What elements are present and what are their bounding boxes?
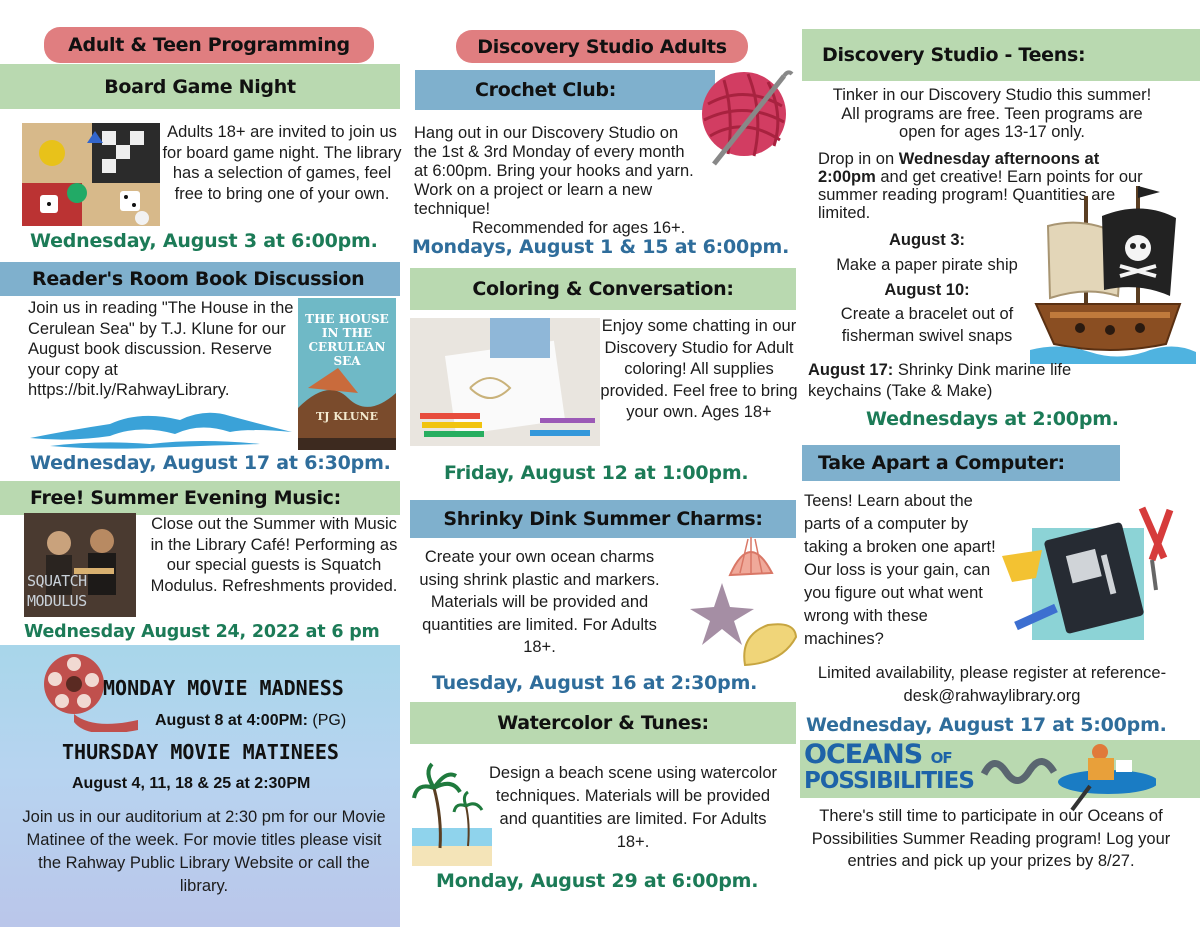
book-cover-title: THE HOUSE IN THE CERULEAN SEA [305,312,389,368]
waves-icon [30,402,292,450]
teens-dropin: Drop in on Wednesday afternoons at 2:00pm and get creative! Earn points for our summer reading program! Quantities are limited. [818,150,1143,222]
aug10-text: Create a bracelet out of fisherman swivel snaps [840,305,1014,345]
aug3-text: Make a paper pirate ship [836,256,1018,274]
band-photo-caption: SQUATCH MODULUS [27,572,87,610]
teens-date: Wednesdays at 2:00pm. [866,408,1119,430]
board-game-title: Board Game Night [0,64,400,109]
computer-date: Wednesday, August 17 at 5:00pm. [806,714,1167,736]
movie-madness-time: August 8 at 4:00PM: (PG) [155,712,347,729]
seashells-image [690,525,805,680]
board-game-text: Adults 18+ are invited to join us for board game night. The library has a selection of games, feel free to bring one of your own. [162,123,402,203]
board-games-image [22,123,160,226]
board-game-date: Wednesday, August 3 at 6:00pm. [30,230,378,252]
teens-intro: Tinker in our Discovery Studio this summer! All programs are free. Teen programs are open for ages 13-17 only. [832,86,1152,141]
kayak-reader-image [980,742,1156,812]
crochet-date: Mondays, August 1 & 15 at 6:00pm. [412,236,790,258]
coloring-title: Coloring & Conversation: [410,268,796,310]
music-title: Free! Summer Evening Music: [0,481,400,515]
crochet-age: Recommended for ages 16+. [472,219,686,237]
watercolor-text: Design a beach scene using watercolor techniques. Materials will be provided and quantities are limited. For Adults 18+. [488,764,777,851]
computer-text: Teens! Learn about the parts of a computer by taking a broken one apart! Our loss is your gain, can you figure out what went wrong with these machines? [804,492,996,648]
discovery-adults-heading: Discovery Studio Adults [456,30,748,63]
aug3-label: August 3: [888,231,966,249]
aug10-label: August 10: [884,281,970,299]
band-photo [24,513,136,617]
coloring-image [410,318,600,446]
aug17-item: August 17: Shrinky Dink marine life keychains (Take & Make) [808,361,1072,400]
movie-madness-title: MONDAY MOVIE MADNESS [103,676,344,700]
palm-beach-image [412,758,492,866]
computer-parts-image [1002,500,1186,660]
oceans-logo-line1: OCEANS OF [804,739,952,770]
shrinky-text: Create your own ocean charms using shrink plastic and markers. Materials will be provided and quantities are limited. For Adults 18+. [419,548,660,656]
computer-register: Limited availability, please register at reference-desk@rahwaylibrary.org [817,664,1167,705]
watercolor-title: Watercolor & Tunes: [410,702,796,744]
oceans-text: There's still time to participate in our Oceans of Possibilities Summer Reading program! Log your entries and pick up your prizes by 8/27. [811,807,1171,870]
coloring-text: Enjoy some chatting in our Discovery Studio for Adult coloring! All supplies provided. Feel free to bring your own. Ages 18+ [600,317,798,421]
music-date: Wednesday August 24, 2022 at 6 pm [24,622,380,642]
coloring-date: Friday, August 12 at 1:00pm. [444,462,749,484]
adult-teen-heading: Adult & Teen Programming [44,27,374,63]
discovery-teens-heading: Discovery Studio - Teens: [802,29,1200,81]
computer-title: Take Apart a Computer: [802,445,1120,481]
movie-matinees-time: August 4, 11, 18 & 25 at 2:30PM [72,775,311,792]
movie-matinees-title: THURSDAY MOVIE MATINEES [62,740,339,764]
oceans-logo-line2: POSSIBILITIES [804,768,974,794]
reader-room-title: Reader's Room Book Discussion [0,262,400,296]
crochet-text: Hang out in our Discovery Studio on the 1st & 3rd Monday of every month at 6:00pm. Bring your hooks and yarn. Work on a project or learn a new technique! [414,124,694,218]
watercolor-date: Monday, August 29 at 6:00pm. [436,870,759,892]
book-cover-image [298,298,396,450]
shrinky-title: Shrinky Dink Summer Charms: [410,500,796,538]
book-cover-author: TJ KLUNE [316,410,378,423]
reader-room-text: Join us in reading "The House in the Cerulean Sea" by T.J. Klune for our August book discussion. Reserve your copy at https://bit.ly/RahwayLibrary. [28,299,294,399]
music-text: Close out the Summer with Music in the Library Café! Performing as our special guests is Squatch Modulus. Refreshments provided. [150,515,398,595]
movie-text: Join us in our auditorium at 2:30 pm for our Movie Matinee of the week. For movie titles please visit the Rahway Public Library Website or call the library. [22,808,386,895]
reader-room-date: Wednesday, August 17 at 6:30pm. [30,452,391,474]
yarn-ball-icon [684,64,800,172]
pirate-ship-image [1030,186,1196,364]
shrinky-date: Tuesday, August 16 at 2:30pm. [432,672,758,694]
crochet-title: Crochet Club: [415,70,715,110]
